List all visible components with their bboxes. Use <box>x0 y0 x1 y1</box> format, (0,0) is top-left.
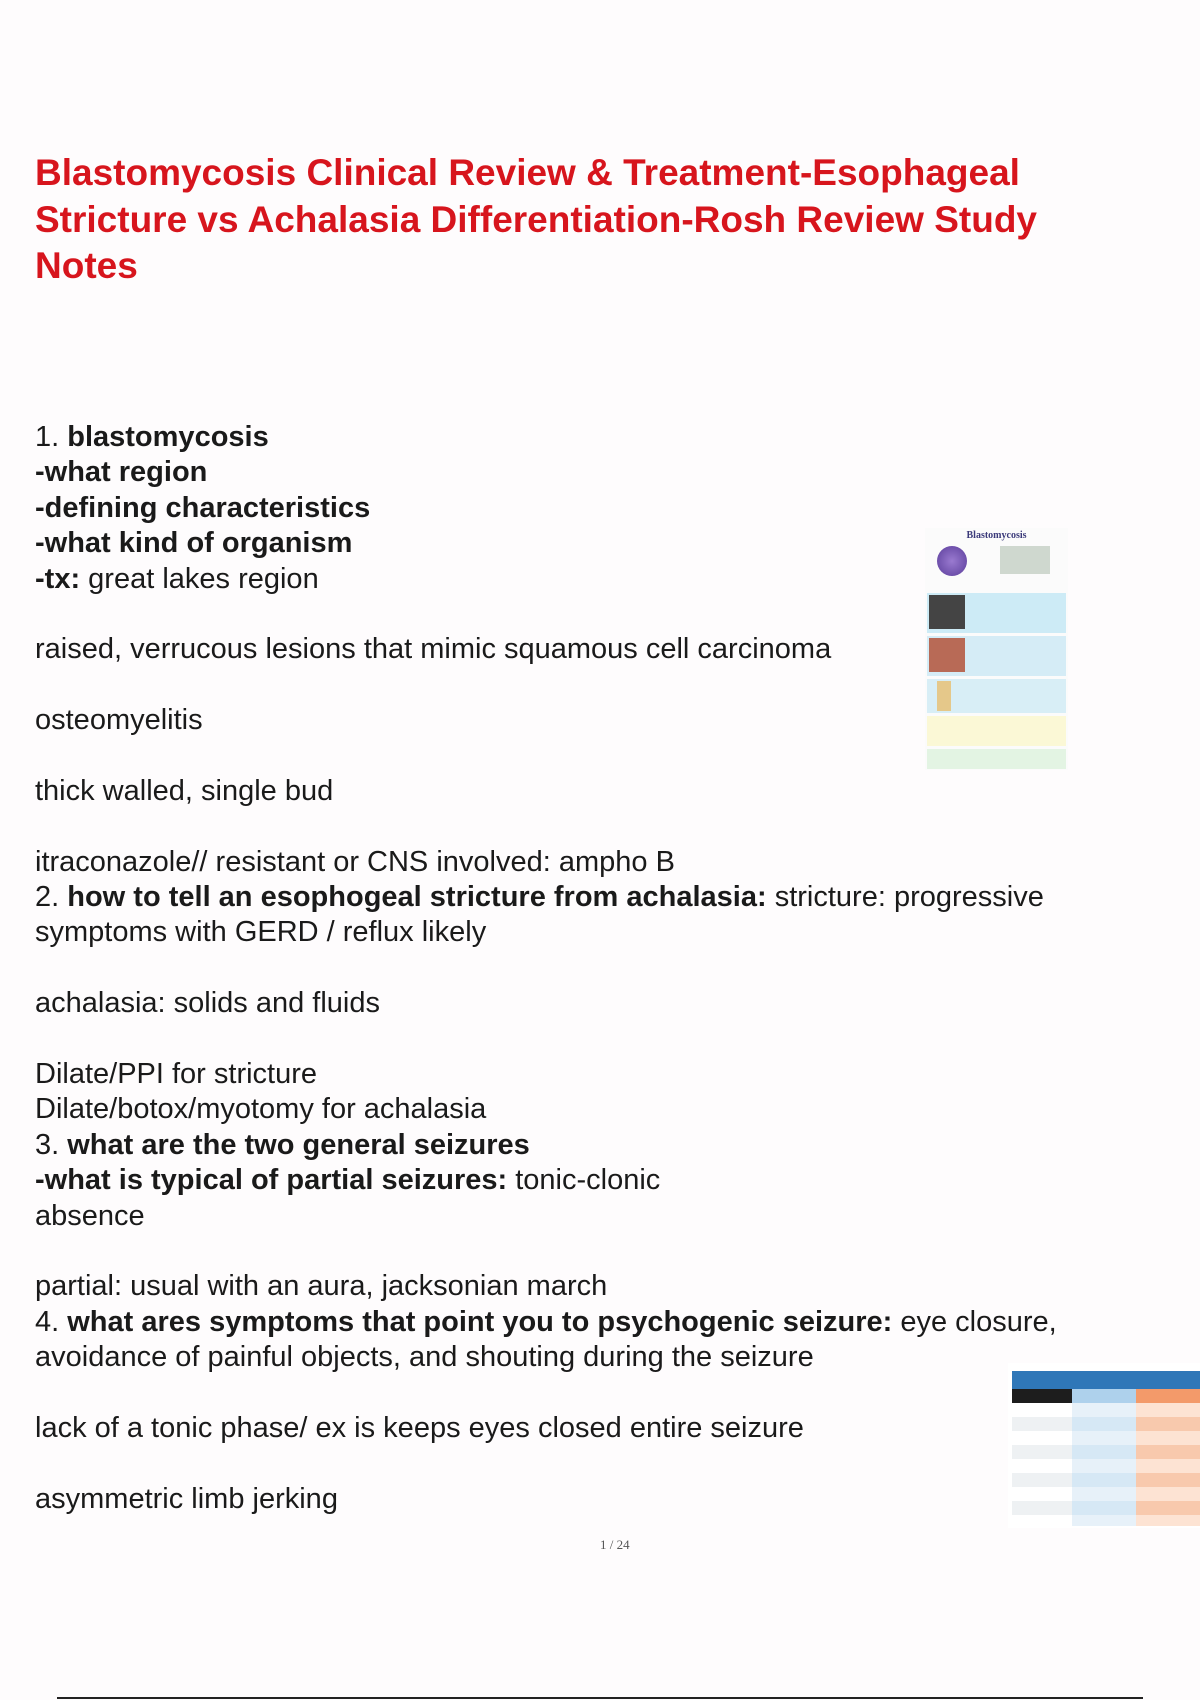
answer-text: eye closure, <box>892 1305 1057 1338</box>
question-text: -tx: <box>35 562 81 595</box>
text-line <box>35 1199 1185 1234</box>
page-number: 1 / 24 <box>600 1537 630 1552</box>
seizure-comparison-table-image <box>1008 1363 1200 1528</box>
item-number: 1. <box>35 421 68 453</box>
text-line <box>35 880 1185 915</box>
answer-text: partial: usual with an aura, jacksonian march <box>35 1270 608 1303</box>
text-line <box>35 1057 1185 1092</box>
answer-text: achalasia: solids and fluids <box>35 987 380 1020</box>
text-line <box>35 491 1185 526</box>
item-number: 3. <box>35 1128 68 1161</box>
answer-text: Dilate/botox/myotomy for achalasia <box>35 1093 487 1126</box>
text-line <box>35 845 1185 880</box>
text-line <box>35 774 1185 809</box>
title-line: Blastomycosis Clinical Review & Treatment-Esophageal <box>35 152 1020 193</box>
text-line <box>35 986 1185 1021</box>
title-line: Notes <box>35 245 138 286</box>
text-line <box>35 420 1185 455</box>
answer-text: thick walled, single bud <box>35 774 334 807</box>
answer-text: avoidance of painful objects, and shouting during the seizure <box>35 1341 814 1374</box>
answer-text: raised, verrucous lesions that mimic squamous cell carcinoma <box>35 633 832 666</box>
blank-line <box>35 809 1185 844</box>
answer-text: symptoms with GERD / reflux likely <box>35 916 487 949</box>
answer-text: stricture: progressive <box>766 881 1044 914</box>
blank-line <box>35 1234 1185 1269</box>
question-text: blastomycosis <box>67 421 269 453</box>
question-text: what are the two general seizures <box>67 1128 530 1161</box>
question-text: -defining characteristics <box>35 491 371 524</box>
question-text: what ares symptoms that point you to psychogenic seizure: <box>67 1305 893 1338</box>
blank-line <box>35 951 1185 986</box>
text-line <box>35 1305 1185 1340</box>
item-number: 4. <box>35 1305 68 1338</box>
item-number: 2. <box>35 881 68 914</box>
blank-line <box>35 1022 1185 1057</box>
document-title <box>35 150 1165 290</box>
title-line: Stricture vs Achalasia Differentiation-Rosh Review Study <box>35 198 1037 240</box>
infographic-title: Blastomycosis <box>966 530 1027 541</box>
answer-text: itraconazole// resistant or CNS involved: ampho B <box>35 845 675 878</box>
question-text: -what region <box>35 456 208 489</box>
text-line <box>35 1128 1185 1163</box>
text-line <box>35 1269 1185 1304</box>
answer-text: Dilate/PPI for stricture <box>35 1058 318 1091</box>
text-line <box>35 1092 1185 1127</box>
answer-text: tonic-clonic <box>507 1164 661 1197</box>
page-divider <box>57 1697 1143 1699</box>
answer-text: osteomyelitis <box>35 704 203 737</box>
answer-text: absence <box>35 1199 145 1232</box>
answer-text: lack of a tonic phase/ ex is keeps eyes closed entire seizure <box>35 1411 804 1444</box>
text-line <box>35 455 1185 490</box>
blastomycosis-infographic <box>925 528 1068 770</box>
text-line <box>35 915 1185 950</box>
question-text: how to tell an esophogeal stricture from achalasia: <box>67 881 767 914</box>
question-text: -what kind of organism <box>35 527 353 560</box>
question-text: -what is typical of partial seizures: <box>35 1164 508 1197</box>
answer-text: great lakes region <box>80 562 319 595</box>
text-line <box>35 1163 1185 1198</box>
answer-text: asymmetric limb jerking <box>35 1482 338 1515</box>
